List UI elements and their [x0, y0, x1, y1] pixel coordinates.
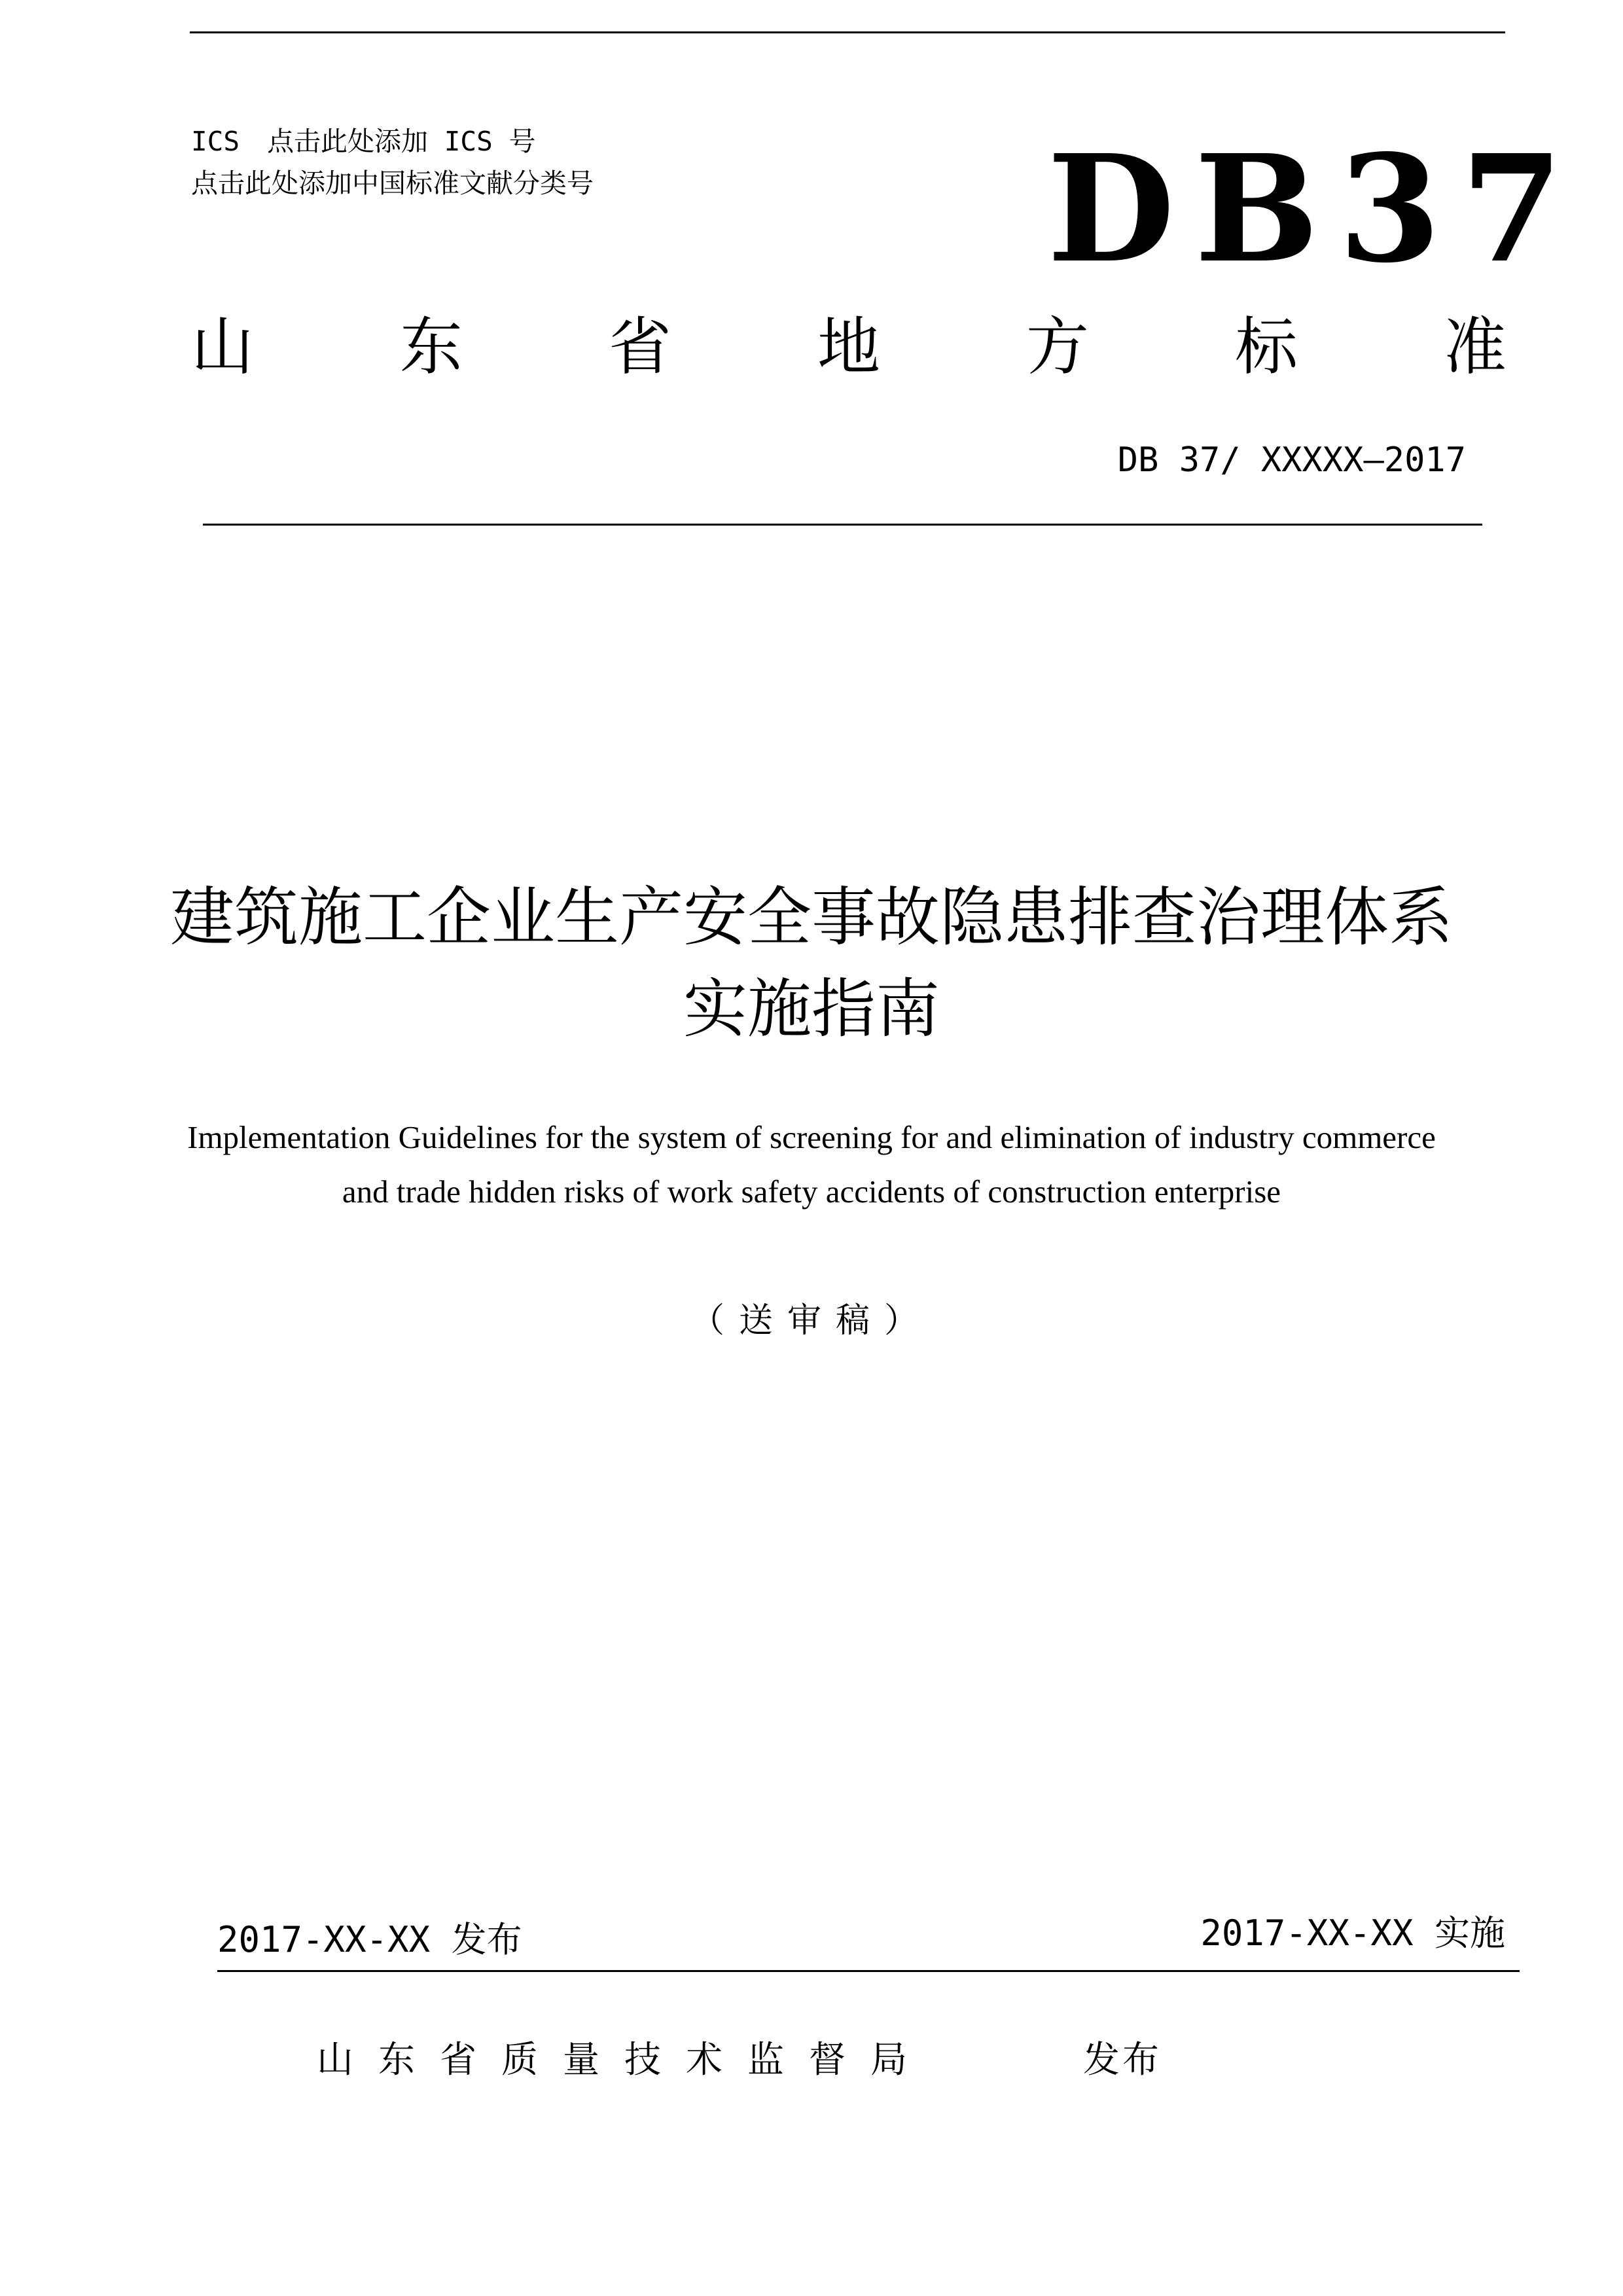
standard-number: DB 37/ XXXXX—2017: [1117, 440, 1466, 480]
draft-status: （送审稿）: [690, 1301, 933, 1340]
footer-divider: [217, 1970, 1520, 1972]
local-standard-char: 准: [1444, 310, 1507, 384]
ics-line: [191, 123, 535, 160]
english-title-line-1: Implementation Guidelines for the system of screening for and elimination of industry commerce: [187, 1119, 1436, 1155]
local-standard-char: 山: [191, 310, 254, 384]
publish-date: 2017-XX-XX 发布: [217, 1919, 522, 1960]
db-code-mark: DB37: [1047, 123, 1583, 296]
top-rule: [190, 31, 1505, 33]
document-title-line-1: 建筑施工企业生产安全事故隐患排查治理体系: [169, 880, 1453, 955]
document-title-line-2: 实施指南: [683, 972, 940, 1047]
local-standard-char: 标: [1235, 310, 1298, 384]
local-standard-char: 地: [817, 310, 880, 384]
effective-date: 2017-XX-XX 实施: [1200, 1912, 1505, 1954]
local-standard-char: 省: [609, 310, 671, 384]
issuing-authority: 山东省质量技术监督局: [317, 2039, 932, 2081]
header-divider: [203, 524, 1482, 526]
english-title-line-2: and trade hidden risks of work safety accidents of construction enterprise: [342, 1174, 1281, 1210]
ics-placeholder[interactable]: 点击此处添加 ICS 号: [267, 126, 536, 157]
issuer-release-label: 发布: [1083, 2039, 1162, 2081]
local-standard-char: 东: [400, 310, 463, 384]
ics-label: ICS: [191, 126, 240, 157]
local-standard-char: 方: [1026, 310, 1089, 384]
ccs-placeholder[interactable]: 点击此处添加中国标准文献分类号: [191, 168, 594, 199]
local-standard-heading: [191, 308, 1507, 386]
